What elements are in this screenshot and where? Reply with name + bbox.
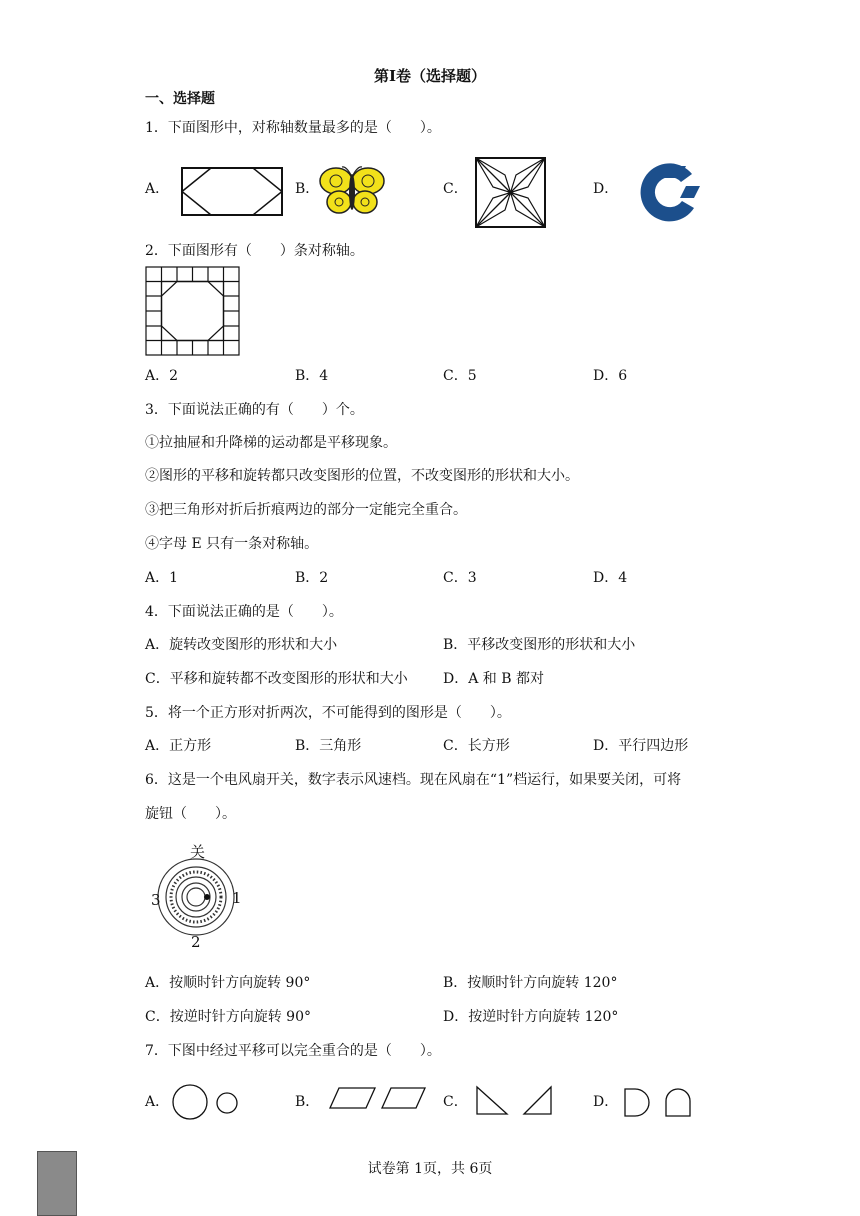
q1-option-c[interactable]: C． <box>443 181 468 197</box>
q3-statement-4: ④字母 E 只有一条对称轴。 <box>145 536 319 552</box>
q5-option-c[interactable]: C．长方形 <box>443 738 510 754</box>
rhombus-in-rectangle-figure <box>181 167 283 217</box>
q4-option-c[interactable]: C．平移和旋转都不改变图形的形状和大小 <box>145 671 408 687</box>
q3-option-c[interactable]: C．3 <box>443 570 477 586</box>
q1-option-b[interactable]: B． <box>295 181 320 197</box>
q2-option-b[interactable]: B．4 <box>295 368 329 384</box>
q6-option-a[interactable]: A．按顺时针方向旋转 90° <box>145 975 311 991</box>
page-title: 第Ⅰ卷（选择题） <box>373 67 487 85</box>
bank-logo-figure <box>634 160 702 224</box>
dial-label-1: 1 <box>232 889 242 907</box>
q2-option-a[interactable]: A．2 <box>145 368 179 384</box>
q6-option-c[interactable]: C．按逆时针方向旋转 90° <box>145 1009 311 1025</box>
q4-option-d[interactable]: D．A 和 B 都对 <box>443 671 544 687</box>
q5-option-a[interactable]: A．正方形 <box>145 738 212 754</box>
q6-stem-line-1: 6．这是一个电风扇开关，数字表示风速档。现在风扇在“1”档运行，如果要关闭，可将 <box>145 772 682 788</box>
q4-option-b[interactable]: B．平移改变图形的形状和大小 <box>443 637 636 653</box>
two-parallelograms-figure <box>329 1086 427 1112</box>
q1-stem: 1．下面图形中，对称轴数量最多的是（ ）。 <box>145 120 441 136</box>
q2-option-d[interactable]: D．6 <box>593 368 628 384</box>
q3-statement-3: ③把三角形对折后折痕两边的部分一定能完全重合。 <box>145 502 467 518</box>
butterfly-figure <box>318 164 386 216</box>
q7-option-a[interactable]: A． <box>145 1094 170 1110</box>
page-footer: 试卷第 1页，共 6页 <box>367 1161 493 1177</box>
two-circles-figure <box>170 1082 242 1122</box>
q1-option-d[interactable]: D． <box>593 181 619 197</box>
q5-stem: 5．将一个正方形对折两次，不可能得到的图形是（ ）。 <box>145 705 511 721</box>
grid-octagon-figure <box>145 266 240 357</box>
two-d-shapes-figure <box>623 1087 695 1119</box>
q1-option-a[interactable]: A． <box>145 181 170 197</box>
q3-statement-2: ②图形的平移和旋转都只改变图形的位置，不改变图形的形状和大小。 <box>145 468 579 484</box>
q6-option-b[interactable]: B．按顺时针方向旋转 120° <box>443 975 618 991</box>
q5-option-d[interactable]: D．平行四边形 <box>593 738 689 754</box>
q6-option-d[interactable]: D．按逆时针方向旋转 120° <box>443 1009 619 1025</box>
q7-stem: 7．下图中经过平移可以完全重合的是（ ）。 <box>145 1043 441 1059</box>
q2-stem: 2．下面图形有（ ）条对称轴。 <box>145 243 364 259</box>
section-heading: 一、选择题 <box>145 91 215 107</box>
dial-label-3: 3 <box>151 891 161 909</box>
q4-stem: 4．下面说法正确的是（ ）。 <box>145 604 343 620</box>
pinwheel-square-figure <box>475 157 546 228</box>
q2-option-c[interactable]: C．5 <box>443 368 477 384</box>
q3-stem: 3．下面说法正确的有（ ）个。 <box>145 402 364 418</box>
q7-option-c[interactable]: C． <box>443 1094 468 1110</box>
q3-statement-1: ①拉抽屉和升降梯的运动都是平移现象。 <box>145 435 397 451</box>
q5-option-b[interactable]: B．三角形 <box>295 738 362 754</box>
dial-label-2: 2 <box>191 933 201 951</box>
q3-option-a[interactable]: A．1 <box>145 570 179 586</box>
q4-option-a[interactable]: A．旋转改变图形的形状和大小 <box>145 637 338 653</box>
q6-stem-line-2: 旋钮（ ）。 <box>145 806 236 822</box>
q7-option-b[interactable]: B． <box>295 1094 320 1110</box>
fan-switch-dial-figure <box>148 845 243 950</box>
dial-label-off: 关 <box>190 843 206 861</box>
q7-option-d[interactable]: D． <box>593 1094 619 1110</box>
q3-option-d[interactable]: D．4 <box>593 570 628 586</box>
q3-option-b[interactable]: B．2 <box>295 570 329 586</box>
two-triangles-figure <box>474 1085 556 1117</box>
